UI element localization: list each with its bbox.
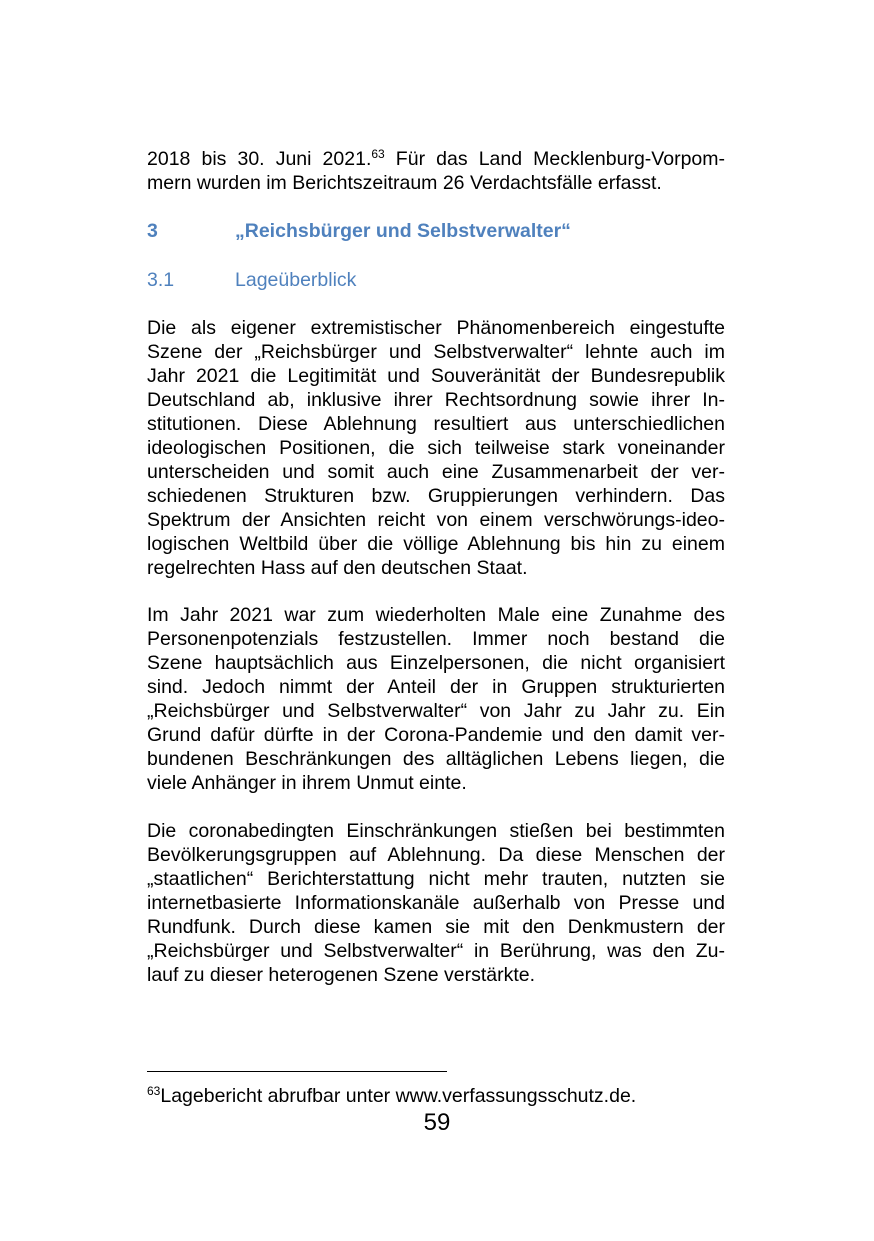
paragraph-line: „Reichsbürger und Selbstverwalter“ in Berührung, was den Zu-: [147, 940, 725, 962]
footnote-number: 63: [147, 1084, 161, 1098]
footnote-separator: [147, 1071, 447, 1072]
paragraph-line: Im Jahr 2021 war zum wiederholten Male eine Zunahme des: [147, 604, 725, 626]
paragraph-line: Bevölkerungsgruppen auf Ablehnung. Da diese Menschen der: [147, 844, 725, 866]
paragraph-line: sind. Jedoch nimmt der Anteil der in Gruppen strukturierten: [147, 676, 725, 698]
paragraph-1: [147, 316, 725, 580]
intro-paragraph: [147, 147, 725, 195]
footnote-text: Lagebericht abrufbar unter www.verfassungsschutz.de.: [160, 1085, 637, 1107]
paragraph-line: Die coronabedingten Einschränkungen stießen bei bestimmten: [147, 820, 725, 842]
paragraph-line: viele Anhänger in ihrem Unmut einte.: [147, 772, 467, 794]
subsection-number: 3.1: [147, 269, 175, 291]
paragraph-line: Die als eigener extremistischer Phänomenbereich eingestufte: [147, 317, 725, 339]
paragraph-line: ideologischen Positionen, die sich teilweise stark voneinander: [147, 437, 725, 459]
paragraph-line: lauf zu dieser heterogenen Szene verstärkte.: [147, 964, 536, 986]
paragraph-line: Szene der „Reichsbürger und Selbstverwalter“ lehnte auch im: [147, 341, 725, 363]
section-title: „Reichsbürger und Selbstverwalter“: [235, 220, 571, 242]
footnote: [147, 1084, 636, 1108]
paragraph-line: internetbasierte Informationskanäle außerhalb von Presse und: [147, 892, 725, 914]
intro-line-2: mern wurden im Berichtszeitraum 26 Verdachtsfälle erfasst.: [147, 172, 662, 194]
paragraph-line: regelrechten Hass auf den deutschen Staat.: [147, 557, 528, 579]
subsection-heading: [147, 268, 356, 292]
paragraph-line: Grund dafür dürfte in der Corona-Pandemie und den damit ver-: [147, 724, 725, 746]
paragraph-line: bundenen Beschränkungen des alltäglichen Lebens liegen, die: [147, 748, 725, 770]
paragraph-line: Szene hauptsächlich aus Einzelpersonen, die nicht organisiert: [147, 652, 725, 674]
page-number: 59: [423, 1109, 451, 1136]
intro-line-1: 2018 bis 30. Juni 2021.63 Für das Land Mecklenburg-Vorpom-: [147, 147, 725, 170]
paragraph-line: Spektrum der Ansichten reicht von einem verschwörungs-ideo-: [147, 509, 725, 531]
section-heading: [147, 219, 571, 243]
paragraph-line: stitutionen. Diese Ablehnung resultiert aus unterschiedlichen: [147, 413, 725, 435]
paragraph-line: schiedenen Strukturen bzw. Gruppierungen verhindern. Das: [147, 485, 725, 507]
paragraph-line: Deutschland ab, inklusive ihrer Rechtsordnung sowie ihrer In-: [147, 389, 725, 411]
section-number: 3: [147, 220, 158, 242]
subsection-title: Lageüberblick: [235, 269, 357, 291]
paragraph-line: unterscheiden und somit auch eine Zusammenarbeit der ver-: [147, 461, 725, 483]
paragraph-line: logischen Weltbild über die völlige Ablehnung bis hin zu einem: [147, 533, 725, 555]
footnote-reference: 63: [371, 147, 385, 161]
paragraph-line: Rundfunk. Durch diese kamen sie mit den Denkmustern der: [147, 916, 725, 938]
paragraph-line: Personenpotenzials festzustellen. Immer noch bestand die: [147, 628, 725, 650]
paragraph-3: [147, 819, 725, 987]
paragraph-line: „Reichsbürger und Selbstverwalter“ von Jahr zu Jahr zu. Ein: [147, 700, 725, 722]
paragraph-2: [147, 603, 725, 795]
paragraph-line: „staatlichen“ Berichterstattung nicht mehr trauten, nutzten sie: [147, 868, 725, 890]
paragraph-line: Jahr 2021 die Legitimität und Souveränität der Bundesrepublik: [147, 365, 725, 387]
